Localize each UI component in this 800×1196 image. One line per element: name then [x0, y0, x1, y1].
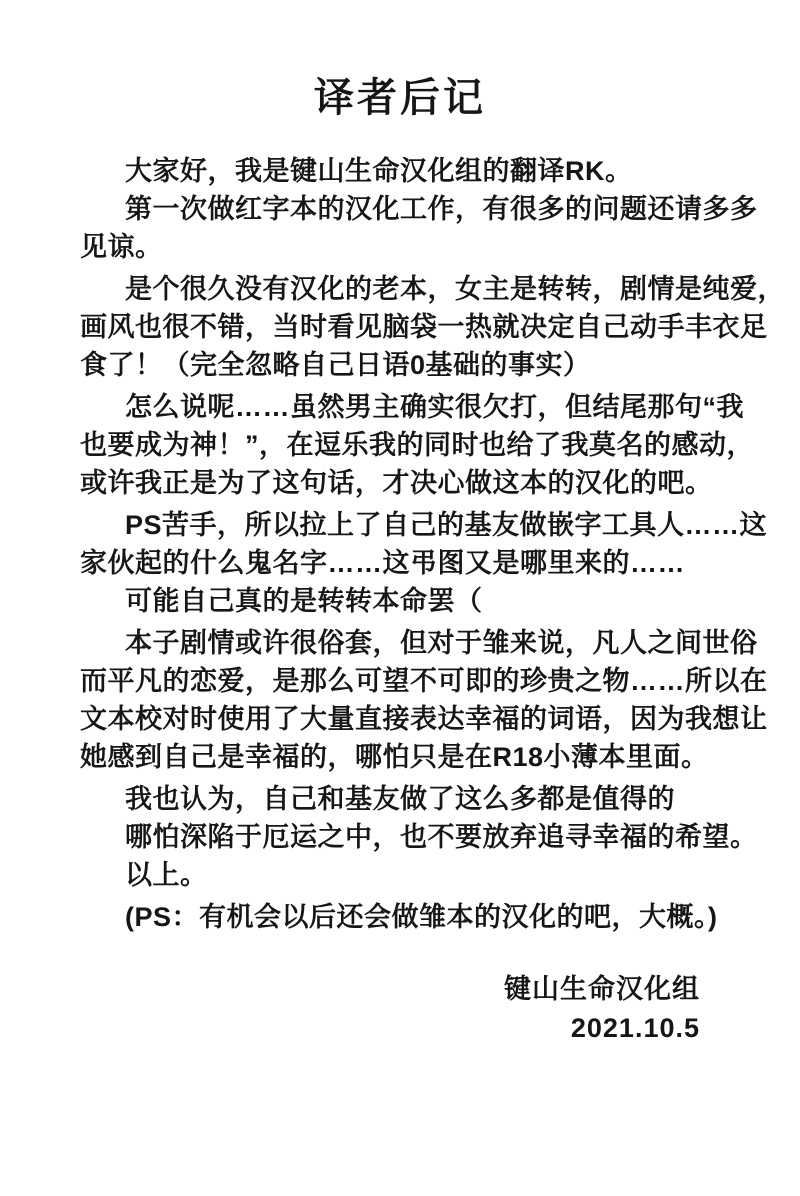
text-line: 或许我正是为了这句话，才决心做这本的汉化的吧。 — [80, 468, 713, 498]
signature-block — [0, 970, 700, 1048]
afterword-body — [80, 152, 800, 936]
text-line: 哪怕深陷于厄运之中，也不要放弃追寻幸福的希望。 — [125, 822, 758, 852]
text-line: 见谅。 — [80, 232, 163, 262]
text-line: 怎么说呢……虽然男主确实很欠打，但结尾那句“我 — [125, 392, 744, 422]
text-line: 食了！（完全忽略自己日语0基础的事实） — [80, 350, 591, 380]
text-line: 大家好，我是键山生命汉化组的翻译RK。 — [125, 156, 633, 186]
page — [0, 76, 800, 1196]
text-line: 而平凡的恋爱，是那么可望不可即的珍贵之物……所以在 — [80, 666, 768, 696]
text-line: PS苦手，所以拉上了自己的基友做嵌字工具人……这 — [125, 510, 768, 540]
afterword-page — [0, 76, 800, 1196]
text-line: (PS：有机会以后还会做雏本的汉化的吧，大概。) — [125, 902, 718, 932]
text-line: 是个很久没有汉化的老本，女主是转转，剧情是纯爱， — [125, 274, 785, 304]
signature-date: 2021.10.5 — [570, 1013, 700, 1043]
text-line: 她感到自己是幸福的，哪怕只是在R18小薄本里面。 — [80, 742, 709, 772]
text-line: 可能自己真的是转转本命罢（ — [125, 586, 483, 616]
page-title: 译者后记 — [314, 76, 486, 120]
text-line: 第一次做红字本的汉化工作，有很多的问题还请多多 — [125, 194, 758, 224]
text-line: 本子剧情或许很俗套，但对于雏来说，凡人之间世俗 — [125, 628, 758, 658]
text-line: 以上。 — [125, 860, 208, 890]
signature-group-name: 键山生命汉化组 — [504, 974, 700, 1004]
text-line: 文本校对时使用了大量直接表达幸福的词语，因为我想让 — [80, 704, 768, 734]
text-line: 画风也很不错，当时看见脑袋一热就决定自己动手丰衣足 — [80, 312, 768, 342]
text-line: 也要成为神！”，在逗乐我的同时也给了我莫名的感动， — [80, 430, 754, 460]
text-line: 家伙起的什么鬼名字……这弔图又是哪里来的…… — [80, 548, 685, 578]
text-line: 我也认为，自己和基友做了这么多都是值得的 — [125, 784, 675, 814]
